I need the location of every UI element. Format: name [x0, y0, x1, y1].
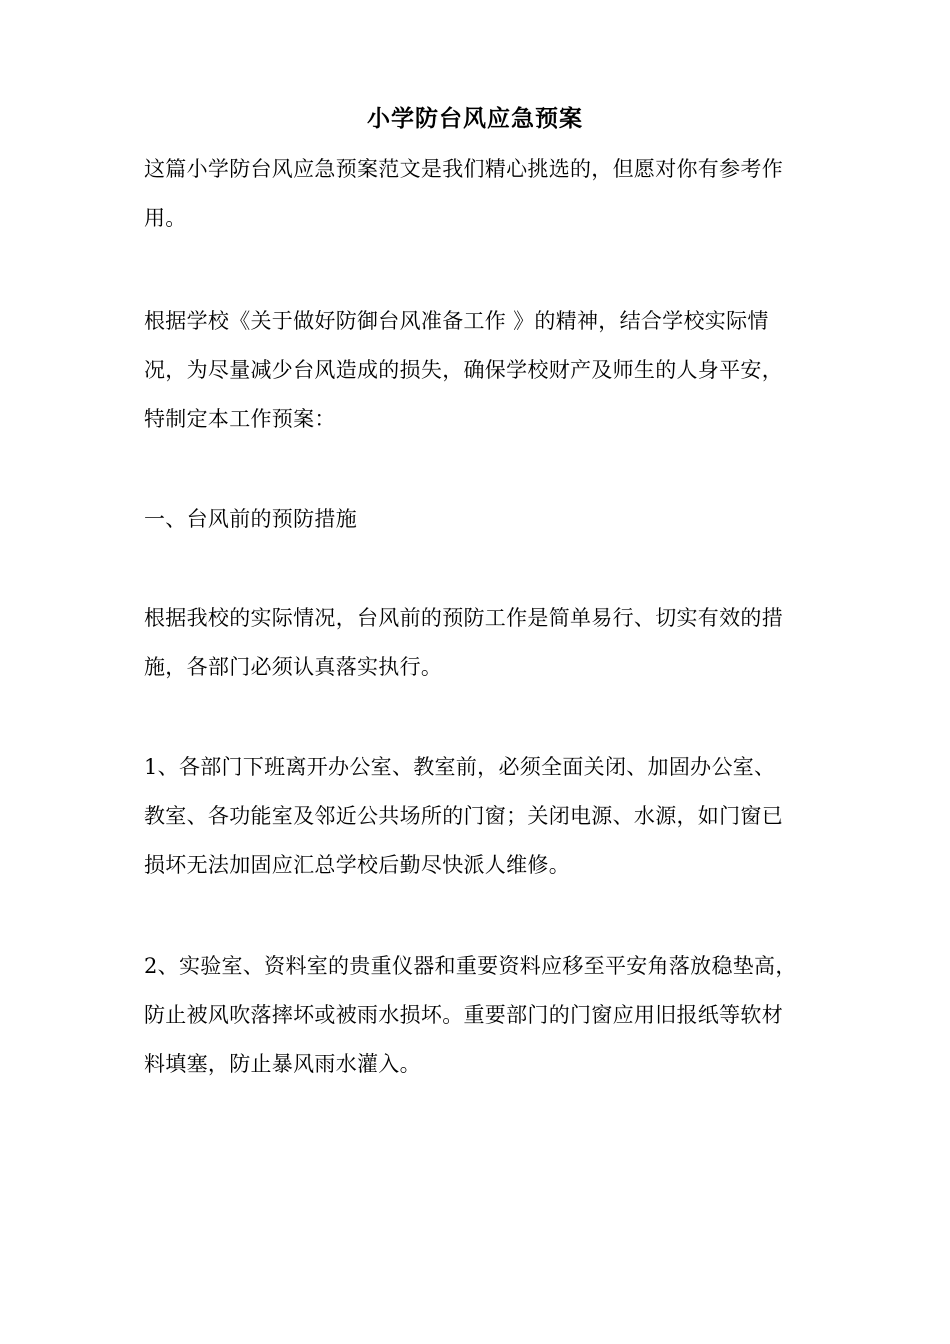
- basis-line-3: 特制定本工作预案：: [144, 407, 336, 431]
- basis-line-2: 况，为尽量减少台风造成的损失，确保学校财产及师生的人身平安，: [144, 358, 783, 382]
- intro-line-1: 这篇小学防台风应急预案范文是我们精心挑选的，但愿对你有参考作: [144, 157, 783, 181]
- prevention-line-1: 根据我校的实际情况，台风前的预防工作是简单易行、切实有效的措: [144, 606, 783, 630]
- basis-paragraph: [144, 297, 824, 444]
- section-heading-1-text: 一、台风前的预防措施: [144, 507, 357, 531]
- intro-paragraph: [144, 145, 824, 243]
- prevention-paragraph: [144, 594, 824, 692]
- item-2-line-2: 防止被风吹落摔坏或被雨水损坏。重要部门的门窗应用旧报纸等软材: [144, 1003, 783, 1027]
- document-title: 小学防台风应急预案: [367, 105, 583, 132]
- section-heading-1: [144, 495, 824, 544]
- intro-line-2: 用。: [144, 206, 187, 230]
- prevention-line-2: 施，各部门必须认真落实执行。: [144, 655, 443, 679]
- item-1-line-1: 1、各部门下班离开办公室、教室前，必须全面关闭、加固办公室、: [144, 755, 776, 779]
- item-1-paragraph: [144, 743, 824, 890]
- item-1-line-2: 教室、各功能室及邻近公共场所的门窗；关闭电源、水源，如门窗已: [144, 804, 783, 828]
- item-1-line-3: 损坏无法加固应汇总学校后勤尽快派人维修。: [144, 853, 570, 877]
- basis-line-1: 根据学校《关于做好防御台风准备工作 》的精神，结合学校实际情: [144, 309, 769, 333]
- item-2-line-1: 2、实验室、资料室的贵重仪器和重要资料应移至平安角落放稳垫高，: [144, 954, 797, 978]
- item-2-paragraph: [144, 942, 824, 1089]
- item-2-line-3: 料填塞，防止暴风雨水灌入。: [144, 1052, 421, 1076]
